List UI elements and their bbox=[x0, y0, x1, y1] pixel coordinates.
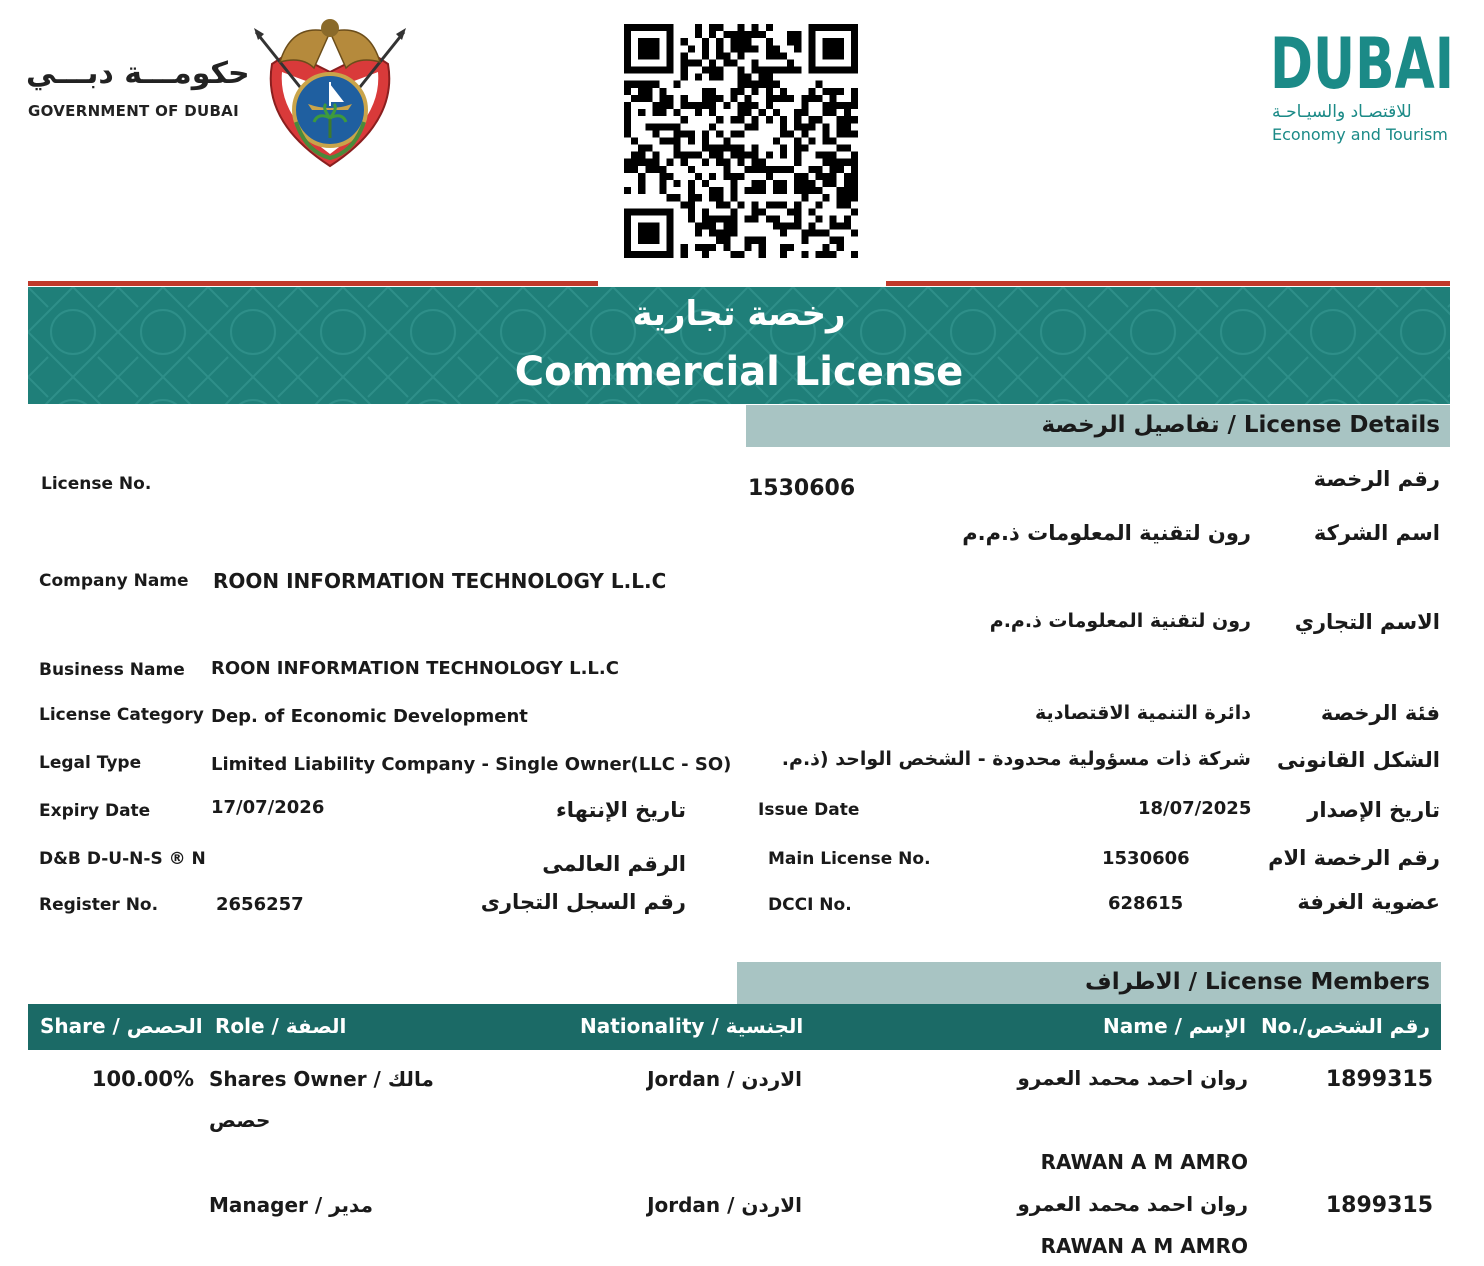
column-header-role: Role / الصفة bbox=[215, 1014, 347, 1038]
expiry-date-label-ar: تاريخ الإنتهاء bbox=[556, 798, 686, 822]
duns-label: D&B D-U-N-S ® N bbox=[39, 849, 206, 869]
legal-type-label: Legal Type bbox=[39, 753, 142, 773]
license-no-label-ar: رقم الرخصة bbox=[1313, 467, 1440, 491]
red-divider-right bbox=[886, 281, 1450, 286]
register-no-label-ar: رقم السجل التجارى bbox=[480, 890, 686, 914]
member-role: Shares Owner / مالك bbox=[209, 1067, 434, 1091]
company-name-label-ar: اسم الشركة bbox=[1313, 521, 1440, 545]
column-header-no: No./رقم الشخص bbox=[1260, 1014, 1430, 1038]
member-name-ar: روان احمد محمد العمرو bbox=[1017, 1192, 1248, 1216]
member-name-en: RAWAN A M AMRO bbox=[1040, 1234, 1248, 1258]
company-name-value: ROON INFORMATION TECHNOLOGY L.L.C bbox=[213, 569, 667, 593]
qr-code-icon bbox=[624, 24, 858, 258]
license-no-value: 1530606 bbox=[748, 476, 856, 501]
det-name-arabic: للاقتصـاد والسيـاحـة bbox=[1272, 102, 1412, 122]
column-header-name: Name / الإسم bbox=[1103, 1014, 1246, 1038]
member-role: Manager / مدير bbox=[209, 1193, 373, 1217]
dcci-value: 628615 bbox=[1108, 893, 1184, 914]
company-name-ar: رون لتقنية المعلومات ذ.م.م bbox=[962, 521, 1251, 545]
expiry-date-label: Expiry Date bbox=[39, 801, 151, 821]
member-no: 1899315 bbox=[1325, 1067, 1433, 1092]
license-category-value: Dep. of Economic Development bbox=[211, 706, 528, 727]
dubai-logo-text: DUBAI bbox=[1270, 30, 1454, 94]
member-nationality: Jordan / الاردن bbox=[647, 1193, 802, 1217]
title-english: Commercial License bbox=[514, 349, 964, 395]
det-name-english: Economy and Tourism bbox=[1272, 125, 1448, 144]
member-share: 100.00% bbox=[91, 1067, 194, 1091]
license-members-heading: الاطراف / License Members bbox=[1085, 969, 1430, 995]
legal-type-ar: شركة ذات مسؤولية محدودة - الشخص الواحد (ذ.م. bbox=[781, 748, 1251, 770]
legal-type-value: Limited Liability Company - Single Owner(LLC - SO) bbox=[211, 754, 732, 775]
issue-date-value: 18/07/2025 bbox=[1138, 798, 1252, 819]
title-arabic: رخصة تجارية bbox=[632, 294, 846, 334]
license-category-label: License Category bbox=[39, 705, 204, 725]
legal-type-label-ar: الشكل القانونى bbox=[1277, 748, 1440, 772]
gov-name-arabic: حكومـــة دبـــي bbox=[26, 56, 250, 91]
business-name-label: Business Name bbox=[39, 660, 185, 680]
business-name-ar: رون لتقنية المعلومات ذ.م.م bbox=[989, 610, 1251, 632]
business-name-label-ar: الاسم التجاري bbox=[1294, 610, 1440, 634]
register-no-label: Register No. bbox=[39, 895, 159, 915]
main-license-value: 1530606 bbox=[1102, 848, 1190, 869]
red-divider-left bbox=[28, 281, 598, 286]
dubai-det-logo-icon bbox=[1270, 30, 1454, 94]
member-nationality: Jordan / الاردن bbox=[647, 1067, 802, 1091]
issue-date-label-ar: تاريخ الإصدار bbox=[1307, 798, 1440, 822]
member-name-ar: روان احمد محمد العمرو bbox=[1017, 1066, 1248, 1090]
duns-label-ar: الرقم العالمى bbox=[542, 852, 686, 876]
main-license-label: Main License No. bbox=[768, 849, 931, 869]
member-role-cont: حصص bbox=[209, 1108, 271, 1132]
expiry-date-value: 17/07/2026 bbox=[211, 797, 325, 818]
dubai-emblem-icon bbox=[252, 12, 408, 170]
dcci-label: DCCI No. bbox=[768, 895, 852, 915]
business-name-value: ROON INFORMATION TECHNOLOGY L.L.C bbox=[211, 658, 619, 679]
column-header-nationality: Nationality / الجنسية bbox=[580, 1014, 804, 1038]
gov-name-english: GOVERNMENT OF DUBAI bbox=[28, 102, 239, 120]
column-header-share: Share / الحصص bbox=[40, 1014, 203, 1038]
license-category-label-ar: فئة الرخصة bbox=[1320, 701, 1440, 725]
member-no: 1899315 bbox=[1325, 1193, 1433, 1218]
dcci-label-ar: عضوية الغرفة bbox=[1297, 890, 1440, 914]
register-no-value: 2656257 bbox=[216, 894, 304, 915]
member-name-en: RAWAN A M AMRO bbox=[1040, 1150, 1248, 1174]
license-category-ar: دائرة التنمية الاقتصادية bbox=[1035, 702, 1251, 724]
main-license-label-ar: رقم الرخصة الام bbox=[1268, 846, 1440, 870]
license-no-label: License No. bbox=[41, 474, 152, 494]
license-details-heading: تفاصيل الرخصة / License Details bbox=[1041, 412, 1440, 438]
issue-date-label: Issue Date bbox=[758, 800, 860, 820]
company-name-label: Company Name bbox=[39, 571, 189, 591]
